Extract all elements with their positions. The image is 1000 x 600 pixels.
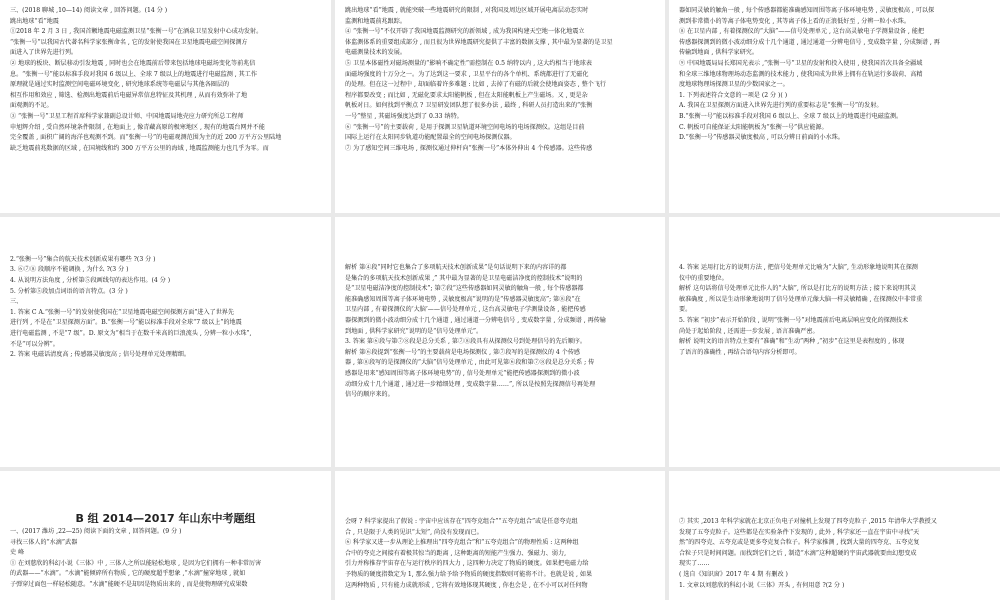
text-line: ② 地球的板块、断层移动引发地震 , 同时也会在地震前后带来包括地球电磁场变化等前兆信 [10,59,256,67]
page-5-padding [345,223,655,401]
text-line: 信号的顺序来的。 [345,391,394,399]
page-1-text [10,6,321,154]
text-line: 不是“可以分辨”。 [10,340,59,348]
text-line: 引力并称推存宇宙存在与运行秩序的四大力 , 这四种力决定了物质的硬度。如果把电磁力给 [345,560,589,568]
text-line: 5. 分析第⑤段加点词语的语言特点。(3 分 ) [10,287,128,295]
page-3 [669,0,1000,213]
text-line: 体监测体系的重要组成部分 , 而且很为世界地震研究提供了丰富的数据支撑 , 其中最为显著的是卫星 [345,38,613,46]
text-line: 跳出地球“看”地震 , 就能突破一些地震研究的限制 , 对我国及周边区域开展电离层动态实时 [345,7,589,14]
text-line: 发现了五夸克粒子。这些都是在实验条件下发现的 , 此外 , 科学家还一直在宇宙中寻找“天 [679,528,920,536]
text-line: ⑦ 其实 ,2013 年科学家就在北京正负电子对撞机上发现了四夸克粒子 ,2015 年清华大学教授又 [679,518,937,525]
text-line: 传输到地面 , 供科学家研究。 [679,49,758,57]
text-line: 三、 [10,298,23,306]
text-line: 缺乏地震前兆数据的区域 , 在国境线和约 300 万平方公里的海域 , 地震监测能力也几乎为零。而 [10,144,269,152]
text-line: 帆板对日。如何找到平衡点 ? 卫星研发团队想了很多办法 , 最终 , 科研人员打造出来的“张衡 [345,102,593,110]
text-line: A. 我国在卫星探测方面进入世界先进行列的重要标志是“张衡一号”的发射。 [679,102,883,110]
text-line: 2.“张衡一号”集合的航天技术创新成果有哪些 ?(3 分 ) [10,255,156,263]
text-line: 是“卫星电磁洁净度的控制技术”; 第⑦段“这些传感器如同灵敏的触角一般 , 每个传感器都 [345,285,584,293]
text-line: 进行电磁监测 , 不是“7 级”。D. 原文为“相当于在数千米高的巨浪流头 , 分辨一粒小水珠”, [10,329,252,337]
text-line: 度地球物理场探测卫星的少数国家之一。 [679,81,789,89]
text-line: ⑥ 科学家又进一步从理论上推理出“四夸克组合”和“五夸克组合”的物理性质 : 这两种组 [345,539,579,547]
text-line: ( 选自《知识窗》2017 年 4 期 有删改 ) [679,570,788,578]
text-line: 面进入了世界先进行列。 [10,49,78,57]
text-line: 相互作用和效应 , 筛选、检测出地震前后电磁异常信息特征及其机理 , 从而有效弥补了地 [10,91,248,99]
text-line: 4. 答案 运用打比方的说明方法 , 把信号处理单元比喻为“大脑”, 生动形象地说明其在探测 [679,264,918,271]
page-2 [335,0,665,213]
text-line [10,223,321,234]
text-line: 程序都要改变 ; 而比如 , 无磁化要求太阳能帆板 , 但在太阳能帆板上产生磁场。又 , 更是杂 [345,91,588,99]
page-4 [0,217,331,467]
text-line: 面观测的不足。 [10,102,53,110]
text-line: 史 峰 [10,549,25,557]
text-line: D.“张衡一号”传感器灵敏度极高 , 可以分辨日前面的小水珠。 [679,134,844,142]
text-line: 会呀 ? 科学家提出了假说 : 宇宙中应该存在“四夸克组合”“五夸克组合”或是任意夸克组 [345,518,578,525]
text-line: 监测和地震前兆跟踪。 [345,17,406,25]
text-line: 的武器——“水滴”。“水滴”能倾碎所有物质 , 它的硬度超乎想象 ,“水滴”撞穿地球 , 就如 [10,570,246,578]
text-line: 国际上运行在太阳同步轨道功能配置最全的空间电场探测仪器。 [345,134,516,142]
text-line: 1. 下列表述符合文意的一项是 (2 分 )( ) [679,91,788,99]
page-2-text [345,6,655,154]
text-line: 传感器探测到的微小波动细分成十几个通道 , 通过通道一分辨电信号 , 变成数字量 , 分成频谱 , 再 [679,38,940,46]
text-line: ⑥ “张衡一号”的主要载荷 , 是用于探测卫星轨道环境空间电场的电场探测仪。这组是目前 [345,123,585,131]
text-line: ⑧ 在卫星内部 , 有着探测仪的“大脑”——信号处理单元 , 这台高灵敏电子学测量设备 , 能把 [679,28,924,36]
text-line: B.“张衡一号”能以标准手段对我国 6 级以上、全球 7 级以上的地震进行电磁监测。 [679,112,903,120]
section-title: B 组 2014—2017 年山东中考题组 [75,512,256,525]
text-line: 解析 第④段“同时它也集合了多项航天技术创新成果”是句话说明下来的内容详的都 [345,264,567,271]
text-line: 仪中的重要地位。 [679,274,728,282]
text-line: 跳出地球“看”地震 [10,17,59,25]
text-line: 敏准确度 , 所以是生动形象地说明了信号处理单元像大脑一样灵敏精确 , 在探测仪中非常重 [679,295,923,303]
text-line: 3. 答案 第⑥段与第⑦⑧段是总分关系 , 第⑦⑧段具有从探测仪号到处理信号的先后顺序。 [345,338,586,346]
text-line: ⑦ 为了感知空间三维电场 , 探测仪通过伸杆向“张衡一号”本体外伸出 4 个传感器。这些传感 [345,144,593,152]
text-line: 动细分成十几个通道 , 通过进一步精细处理 , 变成数字量……”, 所以是按照先探测信号再处理 [345,380,596,388]
text-line: 5. 答案 “初步”表示开始阶段 , 说明“张衡一号”对地震前后电离层响应变化的探测技术 [679,316,909,324]
text-line: 器 , 第⑧段写的是探测仪的“大脑”信号处理单元 , 由此可见第⑥段和第⑦⑧段是总分关系 ; 传 [345,359,595,367]
text-line: 合中的夸克之间接有着极其惊当的距离 , 这种距离的短能产生强力、强磁力、弱力, [345,549,567,557]
text-line: ①2018 年 2 月 3 日 , 我国首颗地震电磁监测卫星“张衡一号”在酒泉卫星发射中心成功发射。 [10,28,263,36]
text-line: 要。 [679,306,692,314]
page-5 [335,217,665,467]
text-line: 解析 说明文的语言特点主要有“准确”和“生动”两种 ,“初步”在这里是表程度的 , 体现 [679,338,905,346]
text-line: 原理就是通过实时监测空间电磁环境变化 , 研究地球系统等电磁层与其他各圈层的 [10,81,230,89]
text-line: 合 , 只是限于人类的见识“太短”, 尚没有发现而已。 [345,528,483,536]
page-1 [0,0,331,213]
text-line: 2. 答案 电磁话清度高 ; 传感器灵敏度高 ; 信号处理单元处理精细。 [10,351,190,359]
text-line: ⑨ 中国地震局局长郑国光表示 ,“张衡一号”卫星的发射和投入使用 , 使我国首次具备全疆域 [679,59,923,67]
text-line: ③ “张衡一号”卫星工程首席科学家兼副总设计师、中国地震局地壳应力研究所总工程师 [10,112,244,120]
text-line: C. 帆板可自能保证太阳能帆板为“张衡一号”供应能源。 [679,123,828,131]
text-line: 测到非常微小的等离子体电势变化 , 其等离子体上看的正浪低好至 , 分辨一粒小水珠。 [679,17,910,25]
page-3-text [679,6,990,144]
page-8-text [345,517,655,591]
text-line: 合粒子只是时间问题。而找到它们之后 , 制造“水滴”这种超硬的宇宙武器就要由幻想变成 [679,549,917,557]
page-9-top-space [679,477,990,517]
text-line: 申旭辉介绍 , 受自然环境条件限制 , 在地面上 , 像青藏高原的极寒地区 , 现有的地震台网并不能 [10,123,265,131]
page-6-padding [679,223,990,358]
text-line: 3. ⑥⑦⑧ 段顺序不能调换 , 为什么 ?(3 分 ) [10,266,129,274]
text-line: 三、(2018 聊城 ,10—14) 阅读文章 , 回答问题。(14 分 ) [10,7,168,14]
page-8-top-space [345,477,655,517]
text-line: ⑤ 卫星本体磁性对磁场测量的“影响不确定性”需控制在 0.5 纳特以内 , 这大约相当于地球表 [345,59,592,67]
text-line: 到地面 , 供科学家研究”说明的是“信号处理单元”。 [345,327,483,335]
page-4-text [10,223,321,361]
text-line: 寻找三体人的“水滴”武器 [10,538,78,546]
text-line: 进行列 , 不是在“卫星探测方面”。B.“张衡一号”能以标准手段对全球“7 级以上”的地震 [10,319,242,327]
text-line: ④ “张衡一号”不仅开辟了我国地震监测研究的新领域 , 成为我国构建天空地一体化地震立 [345,28,585,36]
text-line: 能准确感知周围等离子体环境电势 , 灵敏度极高”说明的是“传感器灵敏度高”; 第⑧段“在 [345,295,581,303]
text-line: 器如同灵敏的触角一般 , 每个传感器都能准确感知周围等离子体环境电势 , 灵敏度极高 , 可以探 [679,7,935,14]
text-line: 解析 第⑥段提到“张衡一号”的主要载荷是电场探测仪 , 第⑦段写的是探测仪的 4 个传感 [345,348,581,356]
text-line: 电磁测量技术的发展。 [345,49,406,57]
text-line: 子弹穿过面包一样轻松随意。“水滴”能硬不是却因是物质出来的 , 而是使物理研究成果数 [10,580,248,588]
text-line: 然”的四夸克、五夸克或是更多夸克复合粒子。科学家推测 , 找到大量的四夸克、五夸克复 [679,539,920,547]
text-line: 卫星内部 , 有着探测仪的‘大脑’——信号处理单元 , 这台高灵敏电子学测量设备 , 能把传感 [345,306,586,314]
text-line: 解析 这句话将信号处理单元比作人的“大脑”, 所以是打比方的说明方法 ; 接下来说明其灵 [679,285,917,293]
text-line: 完全覆盖 , 面积广阔的海洋也观测不到。而“张衡一号”的电磁观测范围为主的近 200 万平方公里陆地 [10,134,282,142]
text-line: 尚处于起始阶段 , 还需进一步发展 , 语言准确严密。 [679,327,819,335]
text-line: 予物质的硬度指数定为 1, 那么强力给予给予物质的硬度指数则可能将不计。也就是说 , 如果 [345,570,593,578]
page-9-text [679,517,990,591]
text-line: 感器是用来“感知周围等离子体环境电势”的 , 信号处理单元“能把传感器探测到的微小波 [345,369,580,377]
page-9 [669,471,1000,600]
page-7-text [10,527,321,591]
text-line: ① 在刘慈欣的科幻小说《三体》中 , 三体人之所以能轻松地球 , 是因为它们拥有一种非常厉害 [10,559,262,567]
text-line: “张衡一号”以我国古代著名科学家张衡命名 , 它的发射使我国在卫星地震电磁空间探测方 [10,38,248,46]
text-line: 现实了…… [679,560,710,568]
text-line [10,234,321,245]
text-line: 和全球三维地球物理场动态监测的技术能力 , 使我国成为世界上拥有在轨运行多载荷、高精 [679,70,923,78]
text-line: 了语言的准确性 , 再结合语句内容分析即可。 [679,348,801,356]
text-line: 息。“张衡一号”能以标准手段对我国 6 级以上、全球 7 级以上的地震进行电磁监测 , 其工作 [10,70,257,78]
text-line: 1. 答案 C A.“张衡一号”的发射使我国在“卫星地震电磁空间探测方面”进入了世界先 [10,308,234,316]
text-line: 面磁场强度的十万分之一。为了达到这一要求 , 卫星平台的各个单机、系统都进行了无磁化 [345,70,589,78]
text-line: 一、(2017 潍坊 ,22—25) 阅读下面的文章 , 回答问题。(9 分 ) [10,528,182,535]
page-8 [335,471,665,600]
text-line: 的处理。但在这一过程中 , 却面临着许多难题 : 比如 , 去掉了有磁的后就会使地面姿态 , 整个飞行 [345,81,607,89]
text-line: 是集合的多项航天技术创新成果 ,” 其中最为显著的是卫星电磁洁净度的控制技术”说明的 [345,274,583,282]
text-line: 这两种物质 , 只有能力成就形成 , 它将有效地体现其硬度 , 你也会是 , 在不小可以对任何物 [345,581,588,589]
page-5-text [345,263,655,401]
text-line: 1. 文章以刘慈欣的科幻小说《三体》开头 , 有何用意 ?(2 分 ) [679,581,845,589]
page-6 [669,217,1000,467]
page-7 [0,471,331,600]
text-line: 一号”整星 , 其磁场强度达到了 0.33 纳特。 [345,112,463,120]
text-line [10,244,321,255]
text-line: 器探测到的微小波动细分成十几个通道 , 通过通道一分辨电信号 , 变成数字量 , 分成频谱 , 再传输 [345,316,606,324]
page-6-text [679,263,990,358]
text-line: 4. 从说明方法角度 , 分析第⑤段画线句的表达作用。(4 分 ) [10,276,171,284]
